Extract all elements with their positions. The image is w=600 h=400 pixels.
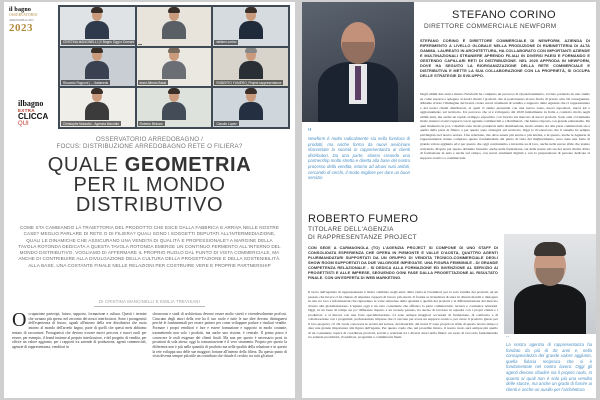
participant-icon [238,48,264,80]
video-tile [60,48,135,87]
fumero-intro: CON SEDE A CARMAGNOLA (TO) L'AGENZIA PROJECT SI COMPONE DI UNO STAFF DI CONSOLIDATA ESPERIENZA CHE OPERA IN PIEMONTE E VALLE D'AOSTA, QUATTRO AGENTI PLURIMANDATARI SUPPORTATI DA UN GRUPPO DI VENDITA TECNICO-COMMERCIALE DEGLI SHOW ROOM SUPPORTATI DA DUE VALOROSE IMPIEGATE. UNA FIGURA FEMMINILE - DI GRANDE COMPETENZA RELAZIONALE - SI DEDICA ALLA FORMAZIONE ED INVENZIONE AL SERVIZIO AI PROGETTISTI E ALLE IMPRESE, SEGUENDO OGNI FASE DALLA PROGETTAZIONE AL RISULTATO FINALE. CON UN'ESPERTA DI WEB MARKETING. [308,245,498,280]
title-line1 [4,155,295,175]
participant-icon [84,48,110,80]
logo-line1: il bagno [9,7,32,13]
tile-label: team Alfredo Bassi [139,80,167,85]
participant-icon [84,88,110,120]
article-body [12,309,287,359]
video-tile [60,7,135,46]
body-column: showroom e studi di architettura devono essere molto stretti e vicendevolmente proficui. Ciascuno degli attori della rete ha il suo ruolo e tutte le sue idee devono distinguersi perché le fondamentali per essere partner per come sviluppare parlare e risultati vendite. Formare i propri venditori e fare e essere formazione e supporto in modo costante, trasmettendo non solo i prodotti, ma anche una visione, è centrale. Il primo passo è conoscere le reali esigenze dei clienti finali. Ma non per questo è necessario porsi in posizioni di sola attesa: oggi la comunicazione è il vero strumento. Proprio per questo la differenza non è più nella quantità di prodotto ma nella qualità della relazione e in questo la rete sviluppa una delle sue maggiori fortune all'interno della filiera. Da questo punto di vista diventa sempre più utile un contributo che chiude il cerchio tra tutti gli attori. [152,312,287,359]
title-line1-bold: GEOMETRIA [124,154,252,176]
tile-label: stefano corino [216,40,237,45]
video-tile [213,48,288,87]
participant-icon [238,88,264,120]
corino-portrait [302,2,414,122]
corino-quote: “ Newform è molto radicalmente sia nella fornitura di prodotti, ma anche forma da nuovi avvicinare sfaccettate la società in rappresentanza ai clienti distributori. Da una parte, stiamo creando una partnership molto stretta e diretta alla base del nostro processo della vendita, intorno ad alcuni suoi ambiti, cercando di cerchi, il modo migliore per dare un buon servizio [308,130,410,181]
video-tile [137,7,212,46]
kicker-line1: OSSERVATORIO ARREDOBAGNO / [95,136,204,143]
title-line3: DISTRIBUTIVO [75,194,224,216]
tile-label: Riccardo Rognoni | ... Italianeds [63,80,109,85]
video-tile [213,7,288,46]
video-call-screenshot [58,5,290,129]
person-icon [313,12,403,122]
fumero-quote: “ La nostra agenzia di rappresentanza ha fondato da più di 30 anni e, nella consapevolezza del grande valore aggiunto, quella fiducia reciproca che si è fondamentale nel nostro lavoro. Oggi gli agenti devono ribadire sia il proprio ruolo, in quanto ai quali non è solo più una vendita delle stanze, ma anche un grado di fornire ai clienti e anche un ausilio per l'architettura [506,336,592,396]
corino-intro: STEFANO CORINO È DIRETTORE COMMERCIALE DI NEWFORM, AZIENDA DI RIFERIMENTO A LIVELLO GLOBALE NELLA PRODUZIONE DI RUBINETTERIA DI ALTA GAMMA. LAUREATO IN ARCHITETTURA, HA COLLABORATO CON IMPORTANTI AZIENDE E MULTINAZIONALI STRANIERE APRENDO FILIALI IN DIVERSI PAESI E FORMANDO E GESTENDO CAPILLARI RETI DI DISTRIBUZIONE. NEL 2020 APPRODA IN NEWFORM, DOVE HA SEGUITO LA RIORGANIZZAZIONE DELLA RETE COMMERCIALE E DISTRIBUTIVA E METTE LA SUA COLLABORAZIONE CON LA PROPRIETÀ, SI OCCUPA DELLE STRATEGIE DI SVILUPPO. [420,38,590,78]
osservatorio-logo [9,7,57,34]
fumero-portrait [504,234,596,334]
article-title [4,155,295,215]
corino-name: STEFANO CORINO [452,9,556,21]
video-tile [137,48,212,87]
tile-label: Claudio Lopez [216,121,237,126]
logo-line3: ARREDOBAGNO [9,17,34,22]
kicker-line2: FOCUS: DISTRIBUZIONE ARREDOBAGNO RETE O FILIERA? [56,143,243,151]
drop-cap: O [12,309,27,331]
corino-text: Negli ultimi due anni e mezzo Newform ha compiuto un percorso di riposizionamento, avviato partendo da uno studio su come esporre e spiegare ai nostri clienti i prodotti, che si posizionano in una fascia di prezzo alta. Di conseguenza, abbiamo rivisto l'immagine del brand, creato nuovi strumenti di vendita e supporto dalle Agenzie che ci rappresentano e dei nostri clienti distributori, ai quali ci siamo presentati con una nuova veste, nuovi espositori, nuovi kit e aggiornamento sul territorio. Un percorso che si è sviluppato dal 2020 inizialmente in Italia e condotto molto negli ultimi anni, ma anche un rapido sviluppo espositivo con l'uscita sul mercato di nuovi prodotti. Sono stati ovviamente molto intensi i nostri rapporti con le agenzie commerciali e i distributori, che hanno risposto con grande entusiasmo. Da quel momento in poi, i risultati sono molto ponderati nella distribuzione, molto attento sia alla parte commerciale sia a quella della parte di filiera: e per questo sono strategici sul territorio. Oggi lo riconoscono che il sistema ha sempre privilegiato nel nostro settore. Una relazione, che deve essere più stretta e più attenta, e in questo, anche le Agenzie di rappresentanza, hanno compreso questo fondamentale dal punto di vista del miglioramento, sono state una fonte di grande valore aggiunto ed è per questo che oggi continuiamo a investire su di loro, anche nelle nuove sfide che stanno arrivando. Proprio per questo abbiamo investito anche nella formazione, sia delle nostre reti sia dei nostri clienti. Parlo di formazione in aula e anche sul campo, con nuovi strumenti digitali e con la preparazione di persone dedicate al supporto tecnico e commerciale. [420,92,590,160]
logo-line2: OSSERVATORIO [9,13,38,17]
tile-label: ROBERTO FUMERO_Project rappresentanze [216,80,282,85]
person-icon [510,238,590,334]
right-page [302,2,596,398]
tile-label [138,44,142,45]
tile-label: CRISTINA MANCINELLI | Il Bagno Oggi e Domani [63,40,135,45]
fumero-text: Il ruolo dell'agenzia di rappresentanza è molto cambiato negli anni: dalla visita ai rivenditori per la sola vendita dei prodotti, ad un passato che invece ci ha chiesto di stipulare rapporti di lavoro più stretti. Il fornire ai rivenditori di stare in diversi marchi e dialogare in rete tra loro e informazioni che riguardano le varie referenze della quantità e qualità dei prodotti e la differenziazione del mercato dovuta alla globalizzazione. L'agente oggi è un vero consulente che affianca la parte commerciale, tecnica e costruisce relazioni. Oggi, in un lasso di tempo un po' differente rispetto a un recente passato, ha deciso di lavorare in squadra con i propri clienti e i produttori, e si muove con una forte specializzazione. Ci sono sempre maggiori occasioni di formazione, di confronto e di collaborazione con i progettisti, professionisti, imprese che ci cercano per avere un supporto tecnico, per avere il prodotto giusto per il loro progetto; c'è chi vuole conoscere le novità del settore, dei materiali, dei trend. E sono proprio le sfide di questo nostro tempo a dare una grande importanza alla figura dell'agente. Per questo credo che, nel prossimo futuro, il nostro ruolo sarà sempre più quello di un consulente capace di coordinare prodotti, servizi e relazioni tra i diversi attori della filiera: un ruolo di raccordo fondamentale tra aziende produttrici, rivenditori, progettisti e committenti finali. [308,290,498,340]
participant-icon [161,88,187,120]
participant-icon [238,7,264,39]
left-page [4,2,295,398]
fumero-role-line1: TITOLARE DELL'AGENZIA [308,226,394,233]
badge-extra: EXTRA [18,108,35,113]
title-line1-pre: QUALE [47,154,125,176]
corino-role: DIRETTORE COMMERCIALE NEWFORM [424,23,557,30]
badge-here: QUI [18,121,29,127]
fumero-name: ROBERTO FUMERO [308,213,419,225]
badge-brand: ilbagno [18,99,44,108]
article-lead: COME STA CAMBIANDO LA TRAIETTORIA DEL PRODOTTO CHE ESCE DALLA FABBRICA E ARRIVA NELLE NOSTRE CASE? MEGLIO PARLARE DI RETE O DI FILIERA? QUALI SONO I SOGGETTI DEPUTATI ALL'INTERMEDIAZIONE, QUALI LE DINAMICHE CHE ASSICURANO UNA VENDITA DI QUALITÀ E PROFESSIONALE? A MARGINE DELLA TAVOLA ROTONDA DEDICATA A QUESTA TAVOLA ROTONDA EMERGE UN CONTINUO FERMENTO ALL'INTERNO DEL MONDO DISTRIBUTIVO. VOGLIAMO DI AFFERMARE IL PROPRIO RUOLO DAL PUNTO DI VISTA COMMERCIALE, MA ANCHE DI CONTRIBUIRE ALLA DIVULGAZIONE DELLA CULTURA DELLA PROGETTAZIONE E DELLA SOSTENIBILITÀ. ALLA BASE, UNA COSTANTE FINALE NELLE RELAZIONI PER COSTRUIRE VERE E PROPRIE PARTNERSHIP [18,225,281,268]
article-byline: DI CRISTINA MANCINELLI E EMILIA TREVISANI [99,299,200,304]
logo-year: 2023 [9,21,33,34]
tile-label: Roberto Belcaro [139,121,163,126]
divider [94,306,205,307]
video-tile [60,88,135,127]
body-text: ccupazione partecipi, futuro, supporto, formazione e cultura. Questi i termini che tornano più spesso nel racconto dei nostri interlocutori. Sono i protagonisti dell'esperienza di lavoro, uguali all'interno della rete distributiva che ruota intorno al mondo dell'arredo bagno, parte di quelli che questi mesi abbiamo tentato di raccontare. Protagonisti che devono trovare nuovi percorsi e nuovi ruoli per essere, per esempio, il brand insieme al proprio interlocutore, e del progetto di vendita, per offrire un valore aggiunto, per i rapporti tra aziende di produzione, agenti commerciali, agenzie di rappresentanza, venditori in [12,312,147,349]
participant-icon [161,7,187,39]
fumero-role-line2: DI RAPPRESENTANZE PROJECT [308,234,417,241]
video-tile [137,88,212,127]
participant-icon [161,48,187,80]
video-tile [213,88,288,127]
participant-icon [84,7,110,39]
title-line2: PER IL MONDO [73,174,226,196]
article-kicker [4,136,295,151]
extra-click-badge[interactable] [18,99,56,129]
body-column [12,309,147,359]
tile-label: Christophe Marzotto - Agenzia Marzotto [63,121,120,126]
badge-click: CLICCA [18,112,49,121]
